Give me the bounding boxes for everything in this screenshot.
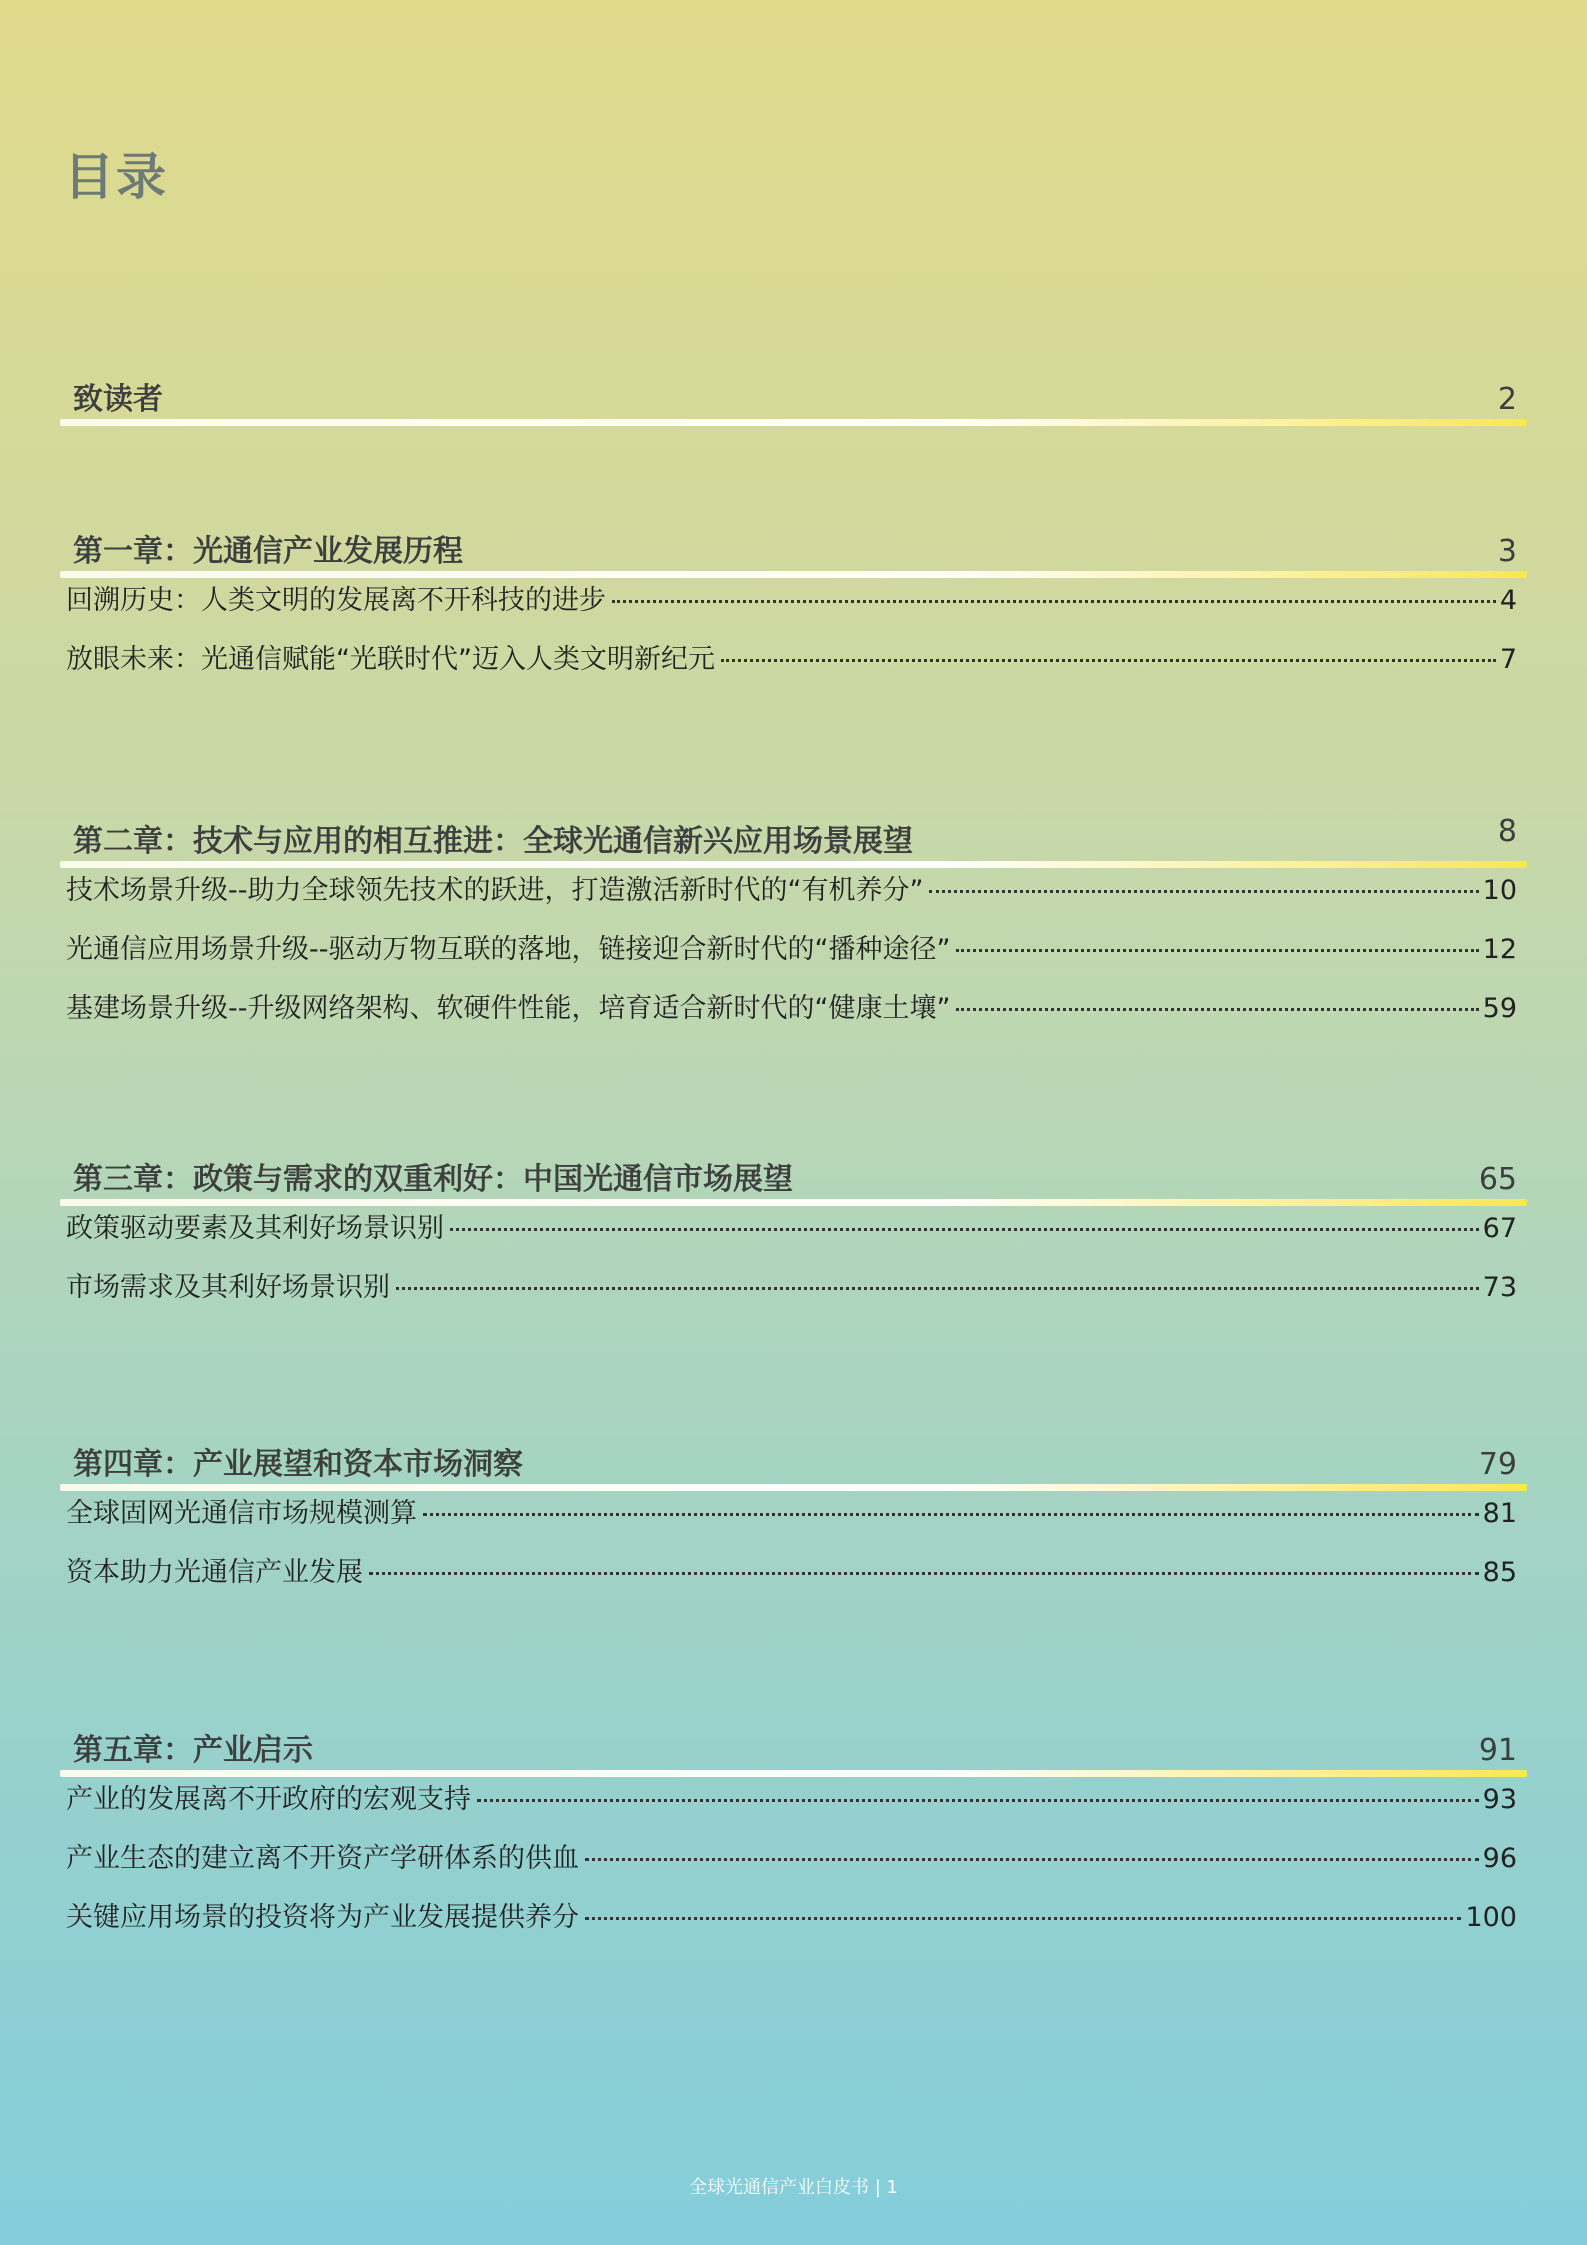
toc-entry[interactable] xyxy=(60,1491,1527,1550)
dot-leader xyxy=(585,1917,1461,1920)
chapter-title: 第三章：政策与需求的双重利好：中国光通信市场展望 xyxy=(73,1162,793,1197)
dot-leader xyxy=(477,1799,1479,1802)
entry-page: 12 xyxy=(1482,934,1517,965)
dot-leader xyxy=(423,1513,1479,1516)
entry-page: 7 xyxy=(1499,644,1517,675)
heading-divider xyxy=(60,1199,1527,1206)
entry-label: 放眼未来：光通信赋能“光联时代”迈入人类文明新纪元 xyxy=(66,644,715,675)
toc-entry[interactable] xyxy=(60,986,1527,1045)
chapter-heading[interactable] xyxy=(60,1144,1527,1206)
heading-divider xyxy=(60,571,1527,578)
toc-preface xyxy=(60,364,1527,426)
dot-leader xyxy=(585,1858,1479,1861)
toc-entry[interactable] xyxy=(60,868,1527,927)
chapter-heading[interactable] xyxy=(60,1429,1527,1491)
page-title: 目录 xyxy=(64,148,168,206)
chapter-page: 65 xyxy=(1478,1162,1517,1197)
toc-chapter-1 xyxy=(60,516,1527,696)
entry-page: 10 xyxy=(1482,875,1517,906)
toc-entry[interactable] xyxy=(60,1550,1527,1609)
heading-divider xyxy=(60,419,1527,426)
preface-heading[interactable] xyxy=(60,364,1527,426)
toc-chapter-2 xyxy=(60,806,1527,1045)
entry-label: 政策驱动要素及其利好场景识别 xyxy=(66,1213,444,1244)
dot-leader xyxy=(929,890,1478,893)
entry-label: 资本助力光通信产业发展 xyxy=(66,1557,363,1588)
heading-divider xyxy=(60,861,1527,868)
entry-page: 4 xyxy=(1499,585,1517,616)
dot-leader xyxy=(396,1287,1479,1290)
toc-entry[interactable] xyxy=(60,927,1527,986)
preface-page: 2 xyxy=(1497,382,1517,417)
entry-label: 产业的发展离不开政府的宏观支持 xyxy=(66,1784,471,1815)
entry-page: 93 xyxy=(1482,1784,1517,1815)
entry-label: 基建场景升级--升级网络架构、软硬件性能，培育适合新时代的“健康土壤” xyxy=(66,993,951,1024)
entry-page: 73 xyxy=(1482,1272,1517,1303)
entry-label: 产业生态的建立离不开资产学研体系的供血 xyxy=(66,1843,579,1874)
chapter-page: 3 xyxy=(1497,534,1517,569)
entry-label: 市场需求及其利好场景识别 xyxy=(66,1272,390,1303)
dot-leader xyxy=(450,1228,1479,1231)
dot-leader xyxy=(612,600,1496,603)
chapter-page: 91 xyxy=(1478,1733,1517,1768)
dot-leader xyxy=(956,949,1478,952)
toc-entry[interactable] xyxy=(60,1777,1527,1836)
heading-divider xyxy=(60,1770,1527,1777)
toc-entry[interactable] xyxy=(60,1206,1527,1265)
dot-leader xyxy=(956,1008,1478,1011)
toc-entry[interactable] xyxy=(60,578,1527,637)
toc-entry[interactable] xyxy=(60,1836,1527,1895)
entry-label: 光通信应用场景升级--驱动万物互联的落地，链接迎合新时代的“播种途径” xyxy=(66,934,951,965)
entry-label: 回溯历史：人类文明的发展离不开科技的进步 xyxy=(66,585,606,616)
dot-leader xyxy=(369,1572,1479,1575)
chapter-title: 第二章：技术与应用的相互推进：全球光通信新兴应用场景展望 xyxy=(73,824,913,859)
chapter-page: 79 xyxy=(1478,1447,1517,1482)
heading-divider xyxy=(60,1484,1527,1491)
chapter-title: 第五章：产业启示 xyxy=(73,1733,313,1768)
entry-page: 59 xyxy=(1482,993,1517,1024)
entry-label: 技术场景升级--助力全球领先技术的跃进，打造激活新时代的“有机养分” xyxy=(66,875,924,906)
toc-chapter-4 xyxy=(60,1429,1527,1609)
entry-page: 100 xyxy=(1465,1902,1517,1933)
entry-label: 全球固网光通信市场规模测算 xyxy=(66,1498,417,1529)
entry-page: 81 xyxy=(1482,1498,1517,1529)
dot-leader xyxy=(721,659,1496,662)
chapter-title: 第四章：产业展望和资本市场洞察 xyxy=(73,1447,523,1482)
chapter-heading[interactable] xyxy=(60,1715,1527,1777)
toc-chapter-5 xyxy=(60,1715,1527,1954)
chapter-heading[interactable] xyxy=(60,806,1527,868)
toc-chapter-3 xyxy=(60,1144,1527,1324)
toc-entry[interactable] xyxy=(60,637,1527,696)
chapter-page: 8 xyxy=(1497,814,1517,849)
toc-entry[interactable] xyxy=(60,1265,1527,1324)
entry-page: 96 xyxy=(1482,1843,1517,1874)
entry-page: 67 xyxy=(1482,1213,1517,1244)
preface-title: 致读者 xyxy=(73,382,163,417)
entry-label: 关键应用场景的投资将为产业发展提供养分 xyxy=(66,1902,579,1933)
chapter-heading[interactable] xyxy=(60,516,1527,578)
chapter-title: 第一章：光通信产业发展历程 xyxy=(73,534,463,569)
entry-page: 85 xyxy=(1482,1557,1517,1588)
page-footer: 全球光通信产业白皮书 | 1 xyxy=(689,2177,898,2198)
toc-entry[interactable] xyxy=(60,1895,1527,1954)
